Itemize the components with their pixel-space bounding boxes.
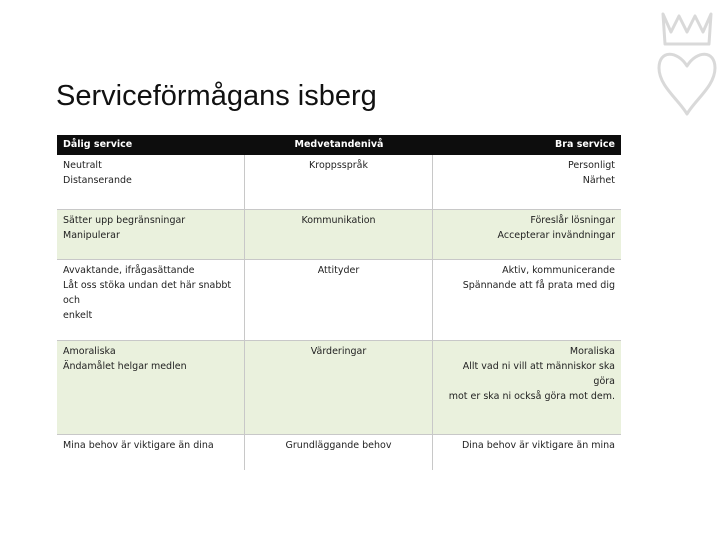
- cell-line: Grundläggande behov: [285, 440, 392, 451]
- cell-line: Allt vad ni vill att människor ska göra: [462, 361, 615, 387]
- cell-line: mot er ska ni också göra mot dem.: [448, 391, 615, 402]
- table-cell-good: [433, 260, 621, 341]
- table-cell-bad: [57, 341, 245, 435]
- header-awareness-level: Medvetandenivå: [245, 135, 433, 155]
- table-cell-good: [433, 435, 621, 470]
- table-cell-good: [433, 155, 621, 210]
- table-cell-bad: [57, 260, 245, 341]
- cell-line: Ändamålet helgar medlen: [63, 361, 187, 372]
- cell-line: Värderingar: [310, 346, 367, 357]
- cell-line: Accepterar invändningar: [497, 230, 615, 241]
- cell-line: Personligt: [568, 160, 615, 171]
- cell-line: Manipulerar: [63, 230, 120, 241]
- cell-line: Låt oss stöka undan det här snabbt och: [63, 280, 232, 306]
- cell-line: Mina behov är viktigare än dina: [63, 440, 214, 451]
- table-cell-good: [433, 341, 621, 435]
- cell-line: Neutralt: [63, 160, 102, 171]
- table-cell-bad: [57, 210, 245, 260]
- cell-line: enkelt: [63, 310, 93, 321]
- page-title: Serviceförmågans isberg: [56, 80, 377, 112]
- cell-line: Kroppsspråk: [309, 160, 368, 171]
- cell-line: Föreslår lösningar: [530, 215, 615, 226]
- table-cell-level: [245, 435, 433, 470]
- cell-line: Avvaktande, ifrågasättande: [63, 265, 195, 276]
- cell-line: Dina behov är viktigare än mina: [461, 440, 615, 451]
- table-cell-good: [433, 210, 621, 260]
- table-cell-level: [245, 260, 433, 341]
- crown-heart-icon: [655, 10, 719, 122]
- table-cell-level: [245, 155, 433, 210]
- cell-line: Amoraliska: [63, 346, 116, 357]
- header-bad-service: Dålig service: [57, 135, 245, 155]
- header-good-service: Bra service: [433, 135, 621, 155]
- cell-line: Moraliska: [569, 346, 615, 357]
- service-table: [57, 135, 621, 470]
- cell-line: Sätter upp begränsningar: [63, 215, 186, 226]
- cell-line: Kommunikation: [301, 215, 376, 226]
- cell-line: Aktiv, kommunicerande: [502, 265, 615, 276]
- cell-line: Närhet: [582, 175, 615, 186]
- table-cell-level: [245, 210, 433, 260]
- cell-line: Spännande att få prata med dig: [462, 280, 615, 291]
- cell-line: Attityder: [317, 265, 360, 276]
- table-cell-bad: [57, 435, 245, 470]
- cell-line: Distanserande: [63, 175, 132, 186]
- table-cell-bad: [57, 155, 245, 210]
- table-cell-level: [245, 341, 433, 435]
